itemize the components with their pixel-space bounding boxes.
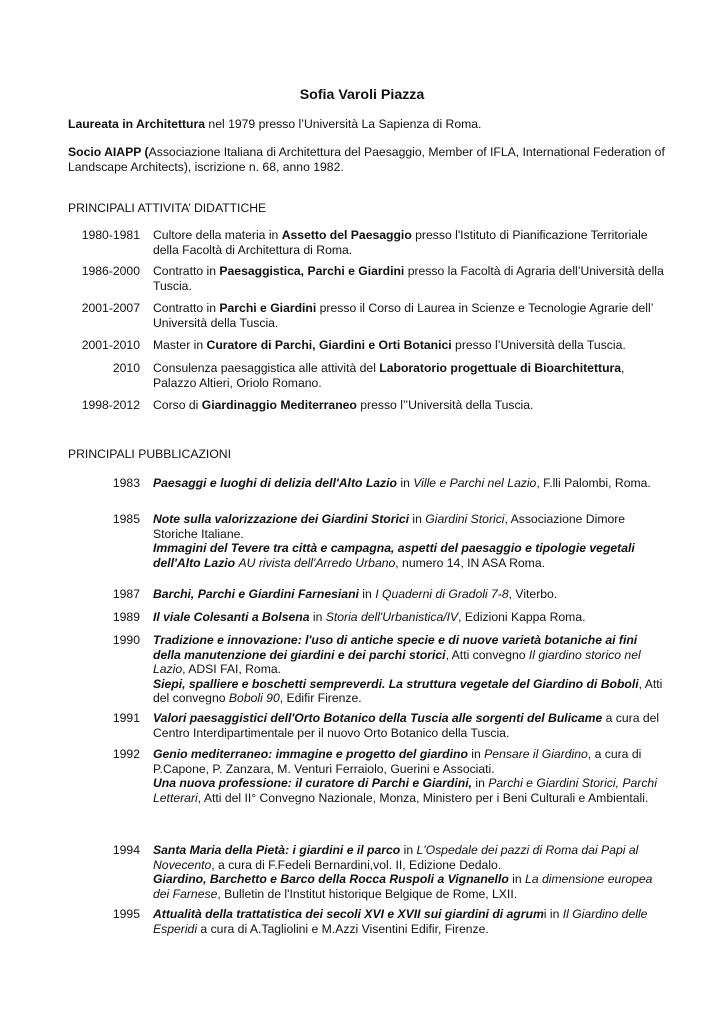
teaching-description bbox=[153, 398, 665, 413]
teaching-year: 1998-2012 bbox=[81, 398, 140, 412]
teaching-text-segment: Assetto del Paesaggio bbox=[281, 228, 412, 242]
teaching-text-segment: Contratto in bbox=[153, 301, 220, 315]
publication-text-segment: Storia dell'Urbanistica/IV bbox=[325, 610, 459, 624]
teaching-text-segment: Curatore di Parchi, Giardini e Orti Botanici bbox=[206, 338, 452, 352]
publication-text-segment: AU rivista dell'Arredo Urbano bbox=[238, 555, 396, 570]
publication-year: 1992 bbox=[112, 747, 140, 761]
publication-text-segment: Giardino, Barchetto e Barco della Rocca Ruspoli a Vignanello bbox=[153, 872, 509, 887]
publication-text-segment: in bbox=[396, 476, 414, 490]
teaching-text-segment: presso l’’Università della Tuscia. bbox=[356, 398, 534, 412]
publication-description bbox=[153, 512, 665, 570]
publication-text-segment: a cura di A.Tagliolini e M.Azzi Visentini Edifir, Firenze. bbox=[197, 921, 489, 936]
publication-text-segment: , Atti convegno bbox=[445, 647, 529, 662]
publication-text-segment: Paesaggi e luoghi di delizia dell'Alto Lazio bbox=[153, 476, 397, 490]
publication-text-segment: , Atti del convegno bbox=[153, 676, 663, 706]
teaching-year: 2001-2010 bbox=[81, 338, 140, 352]
degree-text: nel 1979 presso l’Università La Sapienza di Roma. bbox=[205, 117, 482, 131]
publication-text-segment: in bbox=[471, 776, 489, 791]
publication-text-segment: Ville e Parchi nel Lazio bbox=[413, 476, 537, 490]
publication-text-segment: Pensare il Giardino bbox=[484, 747, 588, 761]
publication-year: 1989 bbox=[112, 610, 140, 624]
publication-description bbox=[153, 476, 665, 491]
teaching-text-segment: presso l'Istituto di Pianificazione Territoriale della Facoltà di Architettura di Roma. bbox=[153, 228, 648, 257]
publication-text-segment: Santa Maria della Pietà: i giardini e il parco bbox=[153, 843, 401, 857]
publication-text-segment: , Viterbo. bbox=[508, 587, 558, 601]
teaching-text-segment: presso la Facoltà di Agraria dell’Università della Tuscia. bbox=[153, 264, 664, 293]
publication-text-segment: in bbox=[409, 512, 426, 526]
publication-text-segment: Boboli 90 bbox=[228, 691, 280, 706]
membership-label: Socio AIAPP ( bbox=[68, 145, 149, 159]
publication-text-segment: Il viale Colesanti a Bolsena bbox=[153, 610, 310, 624]
publication-text-segment: I Quaderni di Gradoli 7-8 bbox=[375, 587, 509, 601]
teaching-text-segment: Parchi e Giardini bbox=[219, 301, 317, 315]
publication-text-segment: in bbox=[400, 843, 417, 857]
publication-text-segment: Valori paesaggistici dell'Orto Botanico della Tuscia alle sorgenti del Bulicame bbox=[153, 711, 603, 725]
teaching-description bbox=[153, 338, 665, 353]
degree-label: Laureata in Architettura bbox=[68, 117, 206, 131]
publication-year: 1985 bbox=[112, 512, 140, 526]
publication-text-segment: Una nuova professione: il curatore di Parchi e Giardini, bbox=[153, 776, 472, 791]
publication-text-segment: in bbox=[309, 610, 326, 624]
section-heading-teaching: PRINCIPALI ATTIVITA’ DIDATTICHE bbox=[68, 201, 267, 215]
membership-paragraph bbox=[68, 145, 668, 175]
teaching-text-segment: Master in bbox=[153, 338, 207, 352]
publication-description bbox=[153, 907, 665, 936]
teaching-text-segment: Laboratorio progettuale di Bioarchitettura bbox=[379, 361, 622, 375]
publication-text-segment: , Associazione Dimore Storiche Italiane. bbox=[153, 512, 626, 541]
publication-text-segment: Tradizione e innovazione: l'uso di antiche specie e di nuove varietà botaniche ai fini della manutenzione dei giardini e dei parchi storici bbox=[153, 633, 638, 662]
publication-text-segment: , ADSI FAI, Roma. bbox=[182, 662, 282, 677]
publication-text-segment: in bbox=[508, 872, 526, 887]
publication-text-segment: La dimensione europea dei Farnese bbox=[153, 872, 653, 901]
publication-year: 1991 bbox=[112, 711, 140, 725]
publication-text-segment: a cura del Centro Interdipartimentale per il nuovo Orto Botanico della Tuscia. bbox=[153, 711, 660, 740]
publication-text-segment: Genio mediterraneo: immagine e progetto del giardino bbox=[153, 747, 468, 761]
publication-text-segment: , a cura di P.Capone, P. Zanzara, M. Venturi Ferraiolo, Guerini e Associati. bbox=[153, 747, 642, 776]
teaching-year: 1980-1981 bbox=[81, 228, 140, 242]
publication-year: 1983 bbox=[112, 476, 140, 490]
teaching-text-segment: Consulenza paesaggistica alle attività del bbox=[153, 361, 380, 375]
publication-description bbox=[153, 610, 665, 625]
publication-text-segment: L'Ospedale dei pazzi di Roma dai Papi al Novecento bbox=[153, 843, 639, 872]
teaching-year: 2001-2007 bbox=[81, 301, 140, 315]
page-title: Sofia Varoli Piazza bbox=[299, 87, 425, 103]
publication-description bbox=[153, 711, 665, 740]
publication-text-segment: Immagini del Tevere tra città e campagna, aspetti del paesaggio e tipologie vegetali dell'Alto Lazio bbox=[153, 541, 635, 570]
publication-text-segment: Il Giardino delle Esperidi bbox=[153, 907, 648, 936]
degree-paragraph bbox=[68, 117, 668, 132]
section-heading-publications: PRINCIPALI PUBBLICAZIONI bbox=[68, 447, 231, 461]
publication-description bbox=[153, 633, 665, 706]
publication-year: 1990 bbox=[112, 633, 140, 647]
publication-text-segment: i in bbox=[543, 907, 563, 921]
publication-year: 1987 bbox=[112, 587, 140, 601]
teaching-description bbox=[153, 264, 665, 293]
publication-text-segment: , numero 14, IN ASA Roma. bbox=[395, 555, 545, 570]
teaching-description bbox=[153, 361, 665, 390]
membership-text: Associazione Italiana di Architettura del Paesaggio, Member of IFLA, International Federation of Landscape Architects), iscrizione n. 68, anno 1982. bbox=[68, 145, 665, 174]
publication-text-segment: Barchi, Parchi e Giardini Farnesiani bbox=[153, 587, 359, 601]
publication-text-segment: Siepi, spalliere e boschetti sempreverdi. La struttura vegetale del Giardino di Boboli bbox=[153, 676, 639, 691]
publication-text-segment: in bbox=[358, 587, 376, 601]
teaching-text-segment: Paesaggistica, Parchi e Giardini bbox=[219, 264, 405, 278]
teaching-text-segment: Cultore della materia in bbox=[153, 228, 282, 242]
teaching-text-segment: Corso di bbox=[153, 398, 202, 412]
teaching-text-segment: presso l’Università della Tuscia. bbox=[451, 338, 626, 352]
publication-text-segment: in bbox=[467, 747, 485, 761]
teaching-description bbox=[153, 228, 665, 257]
teaching-year: 1986-2000 bbox=[81, 264, 140, 278]
publication-text-segment: Note sulla valorizzazione dei Giardini Storici bbox=[153, 512, 409, 526]
publication-text-segment: , Atti del II° Convegno Nazionale, Monza, Ministero per i Beni Culturali e Ambientali. bbox=[197, 790, 649, 805]
publication-description bbox=[153, 843, 665, 901]
teaching-text-segment: , Palazzo Altieri, Oriolo Romano. bbox=[153, 361, 625, 390]
publication-text-segment: , a cura di F.Fedeli Bernardini,vol. II, Edizione Dedalo. bbox=[211, 857, 502, 872]
publication-text-segment: Attualità della trattatistica dei secoli XVI e XVII sui giardini di agrum bbox=[153, 907, 544, 921]
publication-text-segment: , Edifir Firenze. bbox=[279, 691, 362, 706]
publication-description bbox=[153, 587, 665, 602]
teaching-year: 2010 bbox=[112, 361, 140, 375]
teaching-text-segment: presso il Corso di Laurea in Scienze e Tecnologie Agrarie dell’ Università della Tuscia. bbox=[153, 301, 653, 330]
publication-text-segment: , F.lli Palombi, Roma. bbox=[536, 476, 651, 490]
publication-year: 1994 bbox=[112, 843, 140, 857]
publication-text-segment: Il giardino storico nel Lazio bbox=[153, 647, 641, 677]
publication-text-segment: , Edizioni Kappa Roma. bbox=[458, 610, 586, 624]
publication-text-segment: Parchi e Giardini Storici, Parchi Letterari bbox=[153, 776, 657, 805]
teaching-text-segment: Contratto in bbox=[153, 264, 220, 278]
teaching-description bbox=[153, 301, 665, 330]
publication-year: 1995 bbox=[112, 907, 140, 921]
teaching-text-segment: Giardinaggio Mediterraneo bbox=[201, 398, 357, 412]
publication-description bbox=[153, 747, 665, 805]
publication-text-segment: , Bulletin de l'Institut historique Belgique de Rome, LXII. bbox=[217, 886, 518, 901]
publication-text-segment: Giardini Storici bbox=[425, 512, 505, 526]
